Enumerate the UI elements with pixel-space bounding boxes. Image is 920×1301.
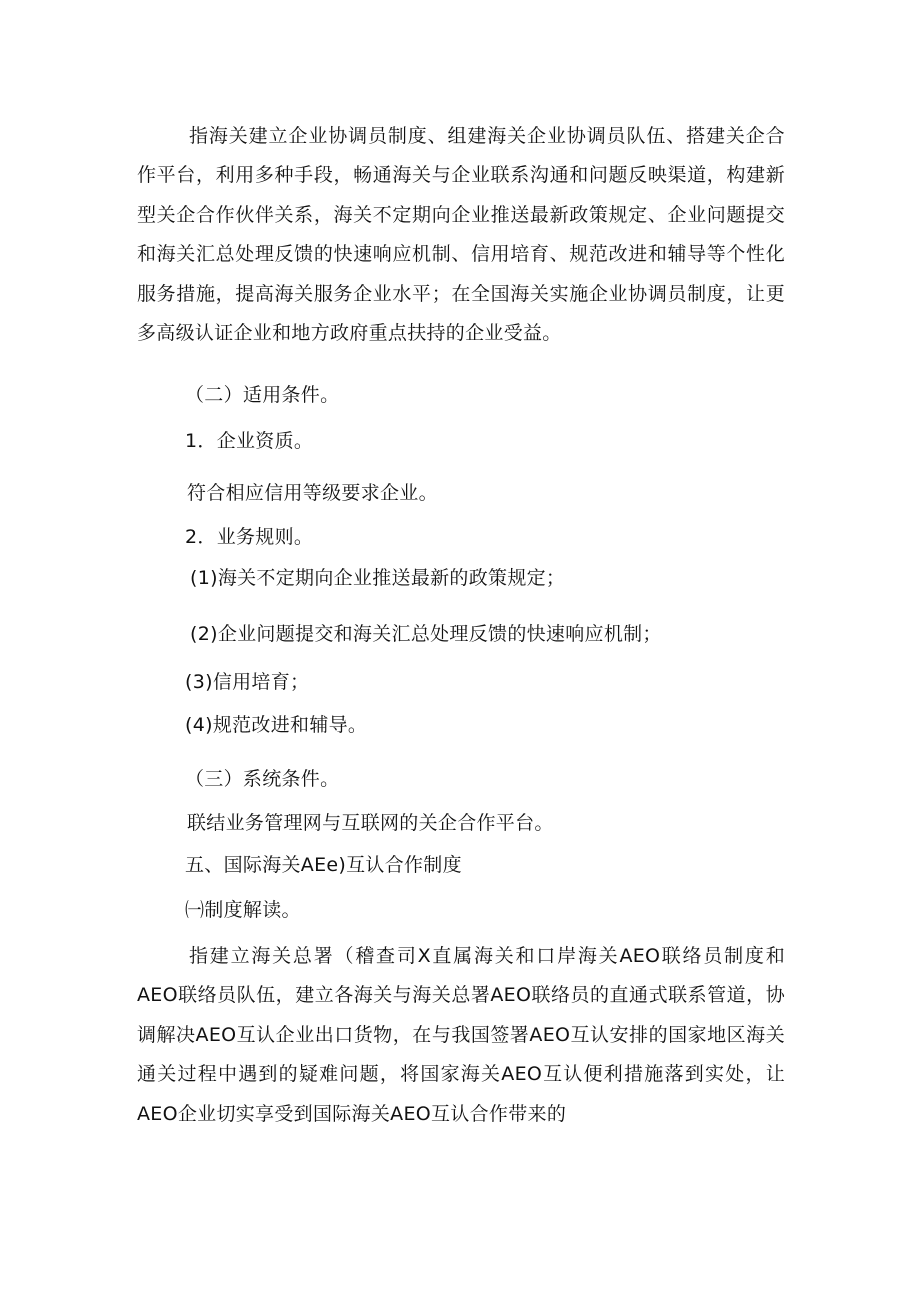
heading-system-interpretation: ㈠制度解读。 [185, 899, 301, 921]
rule-item-2: (2)企业问题提交和海关汇总处理反馈的快速响应机制； [190, 623, 662, 645]
enterprise-qualification-body: 符合相应信用等级要求企业。 [187, 482, 438, 504]
rule-item-3: (3)信用培育； [185, 671, 310, 693]
rule-item-4: (4)规范改进和辅导。 [185, 714, 368, 736]
item-business-rules: 2．业务规则。 [185, 526, 314, 548]
rule-item-1: (1)海关不定期向企业推送最新的政策规定； [190, 567, 566, 589]
heading-system-conditions: （三）系统条件。 [185, 768, 340, 790]
paragraph-enterprise-coordinator: 指海关建立企业协调员制度、组建海关企业协调员队伍、搭建关企合作平台，利用多种手段，畅通海关与企业联系沟通和问题反映渠道，构建新型关企合作伙伴关系，海关不定期向企业推送最新政策规定、企业问题提交和海关汇总处理反馈的快速响应机制、信用培育、规范改进和辅导等个性化服务措施，提高海关服务企业水平；在全国海关实施企业协调员制度，让更多高级认证企业和地方政府重点扶持的企业受益。 [137, 125, 785, 345]
heading-applicable-conditions: （二）适用条件。 [185, 384, 340, 406]
paragraph-aeo-liaison: 指建立海关总署（稽查司X直属海关和口岸海关AEO联络员制度和AEO联络员队伍，建立各海关与海关总署AEO联络员的直通式联系管道，协调解决AEO互认企业出口货物，在与我国签署AEO互认安排的国家地区海关通关过程中遇到的疑难问题，将国家海关AEO互认便利措施落到实处，让AEO企业切实享受到国际海关AEO互认合作带来的 [137, 945, 785, 1125]
item-enterprise-qualification: 1．企业资质。 [185, 430, 314, 452]
system-conditions-body: 联结业务管理网与互联网的关企合作平台。 [187, 812, 554, 834]
section-five-title: 五、国际海关AEe)互认合作制度 [185, 854, 462, 876]
